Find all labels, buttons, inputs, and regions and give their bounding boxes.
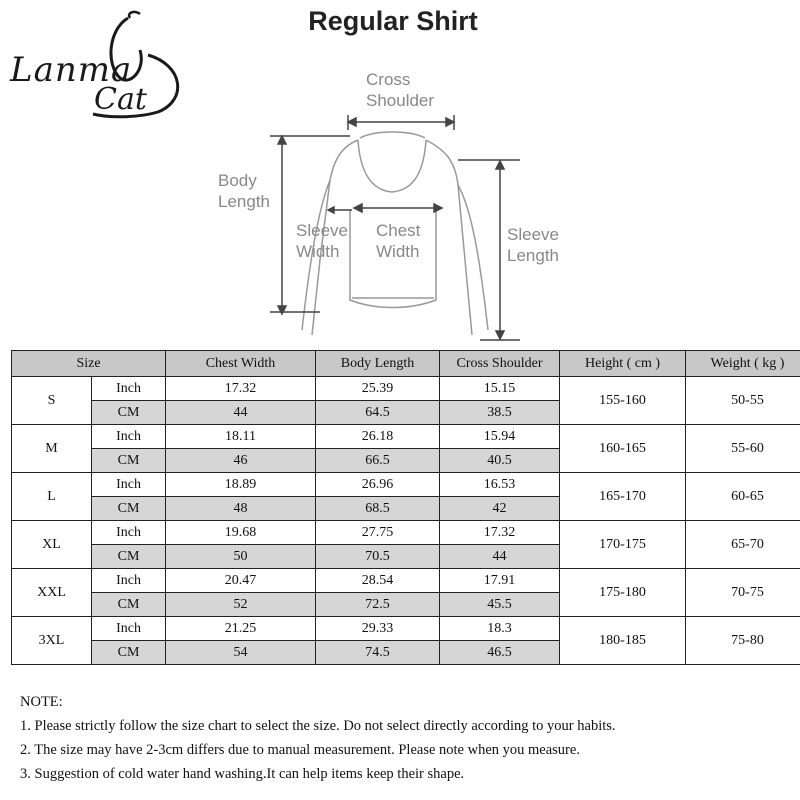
body-length-cell: 68.5 (316, 497, 440, 521)
chest-width-cell: 18.11 (166, 425, 316, 449)
height-cell: 175-180 (560, 569, 686, 617)
note-item: 3. Suggestion of cold water hand washing.It can help items keep their shape. (20, 766, 465, 782)
size-cell: S (12, 377, 92, 425)
chest-width-cell: 21.25 (166, 617, 316, 641)
body-length-cell: 72.5 (316, 593, 440, 617)
cross-shoulder-cell: 15.15 (440, 377, 560, 401)
unit-label-cm: CM (92, 593, 166, 617)
logo-text-lanma: Lanma (10, 50, 133, 90)
sleeve-width-line2: Width (296, 242, 340, 261)
body-length-line1: Body (218, 171, 257, 190)
body-length-cell: 27.75 (316, 521, 440, 545)
chest-width-line1: Chest (376, 221, 421, 240)
table-row-s-inch (12, 377, 800, 401)
cross-shoulder-label (366, 69, 434, 111)
cross-shoulder-line2: Shoulder (366, 91, 435, 110)
cross-shoulder-cell: 46.5 (440, 641, 560, 665)
weight-cell: 55-60 (686, 425, 800, 473)
note-item: 2. The size may have 2-3cm differs due to manual measurement. Please note when you measure. (20, 742, 580, 758)
body-length-cell: 64.5 (316, 401, 440, 425)
height-cell: 180-185 (560, 617, 686, 665)
header-weight: Weight ( kg ) (686, 351, 800, 377)
chest-width-cell: 17.32 (166, 377, 316, 401)
header-cross-shoulder: Cross Shoulder (440, 351, 560, 377)
table-row-l-inch (12, 473, 800, 497)
note-item: 1. Please strictly follow the size chart to select the size. Do not select directly according to your habits. (20, 718, 616, 734)
cross-shoulder-cell: 17.91 (440, 569, 560, 593)
unit-label-inch: Inch (92, 617, 166, 641)
sleeve-length-line1: Sleeve (507, 225, 559, 244)
cross-shoulder-cell: 40.5 (440, 449, 560, 473)
notes-heading: NOTE: (20, 694, 63, 710)
shirt-measurement-diagram (210, 60, 590, 350)
unit-label-inch: Inch (92, 521, 166, 545)
cross-shoulder-cell: 16.53 (440, 473, 560, 497)
table-header-row (12, 351, 800, 377)
chest-width-cell: 48 (166, 497, 316, 521)
chest-width-cell: 52 (166, 593, 316, 617)
size-cell: XXL (12, 569, 92, 617)
chest-width-cell: 46 (166, 449, 316, 473)
cross-shoulder-line1: Cross (366, 70, 411, 89)
body-length-cell: 29.33 (316, 617, 440, 641)
unit-label-inch: Inch (92, 425, 166, 449)
logo-text-cat: Cat (94, 82, 147, 117)
cross-shoulder-cell: 18.3 (440, 617, 560, 641)
cross-shoulder-cell: 44 (440, 545, 560, 569)
body-length-label (218, 170, 270, 212)
chest-width-cell: 19.68 (166, 521, 316, 545)
height-cell: 170-175 (560, 521, 686, 569)
sleeve-length-label (507, 224, 559, 266)
unit-label-inch: Inch (92, 377, 166, 401)
chest-width-cell: 44 (166, 401, 316, 425)
weight-cell: 70-75 (686, 569, 800, 617)
body-length-cell: 26.96 (316, 473, 440, 497)
unit-label-cm: CM (92, 449, 166, 473)
unit-label-cm: CM (92, 545, 166, 569)
weight-cell: 50-55 (686, 377, 800, 425)
table-row-3xl-inch (12, 617, 800, 641)
table-row-m-inch (12, 425, 800, 449)
height-cell: 155-160 (560, 377, 686, 425)
unit-label-inch: Inch (92, 569, 166, 593)
unit-label-cm: CM (92, 497, 166, 521)
cross-shoulder-cell: 38.5 (440, 401, 560, 425)
body-length-cell: 66.5 (316, 449, 440, 473)
sleeve-width-label (296, 220, 348, 262)
weight-cell: 75-80 (686, 617, 800, 665)
cross-shoulder-cell: 17.32 (440, 521, 560, 545)
header-height: Height ( cm ) (560, 351, 686, 377)
cross-shoulder-cell: 45.5 (440, 593, 560, 617)
body-length-cell: 25.39 (316, 377, 440, 401)
brand-logo (8, 10, 193, 122)
size-cell: XL (12, 521, 92, 569)
size-cell: L (12, 473, 92, 521)
header-chest-width: Chest Width (166, 351, 316, 377)
unit-label-inch: Inch (92, 473, 166, 497)
chest-width-cell: 20.47 (166, 569, 316, 593)
unit-label-cm: CM (92, 641, 166, 665)
chest-width-label (376, 220, 420, 262)
height-cell: 160-165 (560, 425, 686, 473)
sleeve-length-line2: Length (507, 246, 559, 265)
chest-width-cell: 18.89 (166, 473, 316, 497)
size-cell: M (12, 425, 92, 473)
size-cell: 3XL (12, 617, 92, 665)
cross-shoulder-cell: 15.94 (440, 425, 560, 449)
size-chart-table (11, 350, 800, 665)
weight-cell: 65-70 (686, 521, 800, 569)
notes-section (20, 690, 790, 786)
body-length-cell: 28.54 (316, 569, 440, 593)
body-length-cell: 70.5 (316, 545, 440, 569)
table-row-xl-inch (12, 521, 800, 545)
table-row-xxl-inch (12, 569, 800, 593)
chest-width-cell: 54 (166, 641, 316, 665)
chest-width-cell: 50 (166, 545, 316, 569)
sleeve-width-line1: Sleeve (296, 221, 348, 240)
header-body-length: Body Length (316, 351, 440, 377)
body-length-line2: Length (218, 192, 270, 211)
height-cell: 165-170 (560, 473, 686, 521)
body-length-cell: 26.18 (316, 425, 440, 449)
cross-shoulder-cell: 42 (440, 497, 560, 521)
body-length-cell: 74.5 (316, 641, 440, 665)
chest-width-line2: Width (376, 242, 420, 261)
weight-cell: 60-65 (686, 473, 800, 521)
title-text: Regular Shirt (308, 6, 478, 36)
header-size: Size (12, 351, 166, 377)
unit-label-cm: CM (92, 401, 166, 425)
